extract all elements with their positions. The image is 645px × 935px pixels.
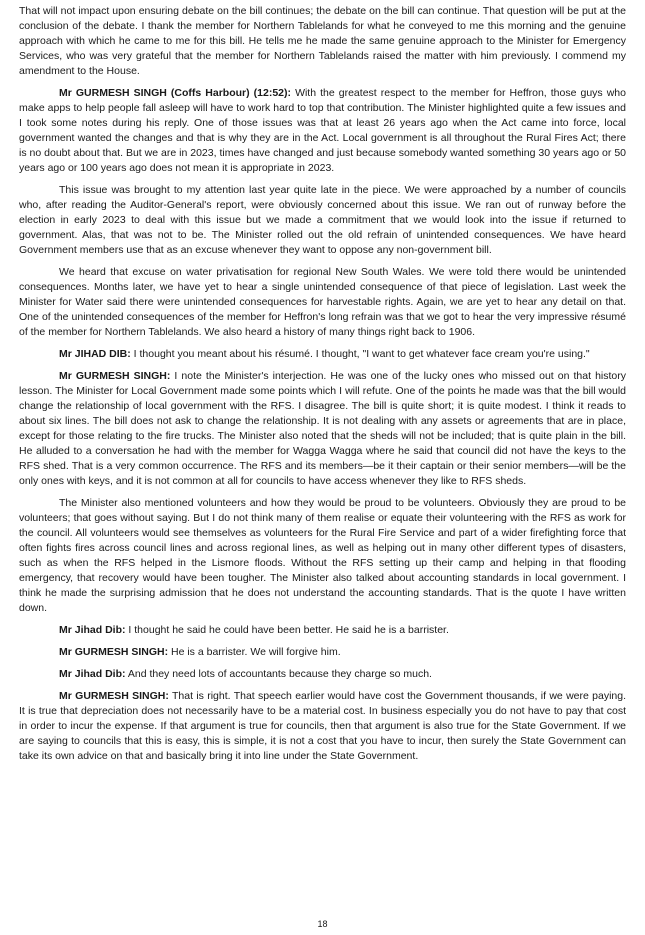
paragraph-text: I note the Minister's interjection. He was one of the lucky ones who missed out on that history lesson. The Minister for Local Government made some points which I will refute. One of the points he made was that the bill would change the relationship of local government with the RFS. I disagree. The bill is quite short; it is quite modest. I think it reads to about six lines. The bill does not ask to change the relationship. It is not dealing with any assets or agreements that are in place, except for those relating to the fire trucks. The Minister also noted that the sheds will not be included; that is quite plain in the bill. He alluded to a conversation he had with the member for Wagga Wagga where he said that council did not have the keys to the RFS shed. That is a very common occurrence. The RFS and its members—be it their captain or their senior members—will be the only ones with keys, and it is not common at all for councils to have access whenever they like to RFS sheds. [19,370,626,487]
speaker-name: Mr GURMESH SINGH: [59,646,169,658]
paragraph-1 [19,86,626,176]
paragraph-text: I thought you meant about his résumé. I thought, "I want to get whatever face cream you're using." [130,348,590,360]
paragraph-text: We heard that excuse on water privatisation for regional New South Wales. We were told there would be unintended consequences. Months later, we have yet to hear a single unintended consequence of that piece of legislation. Last week the Minister for Water said there were unintended consequences for harvestable rights. Again, we are yet to hear any detail on that. One of the unintended consequences of the member for Heffron's long refrain was that we got to hear the very impressive résumé of the member for Northern Tablelands. We also heard a history of many things right back to 1906. [19,266,626,338]
paragraph-7 [19,623,626,638]
paragraph-0 [19,4,626,79]
paragraph-8 [19,645,626,660]
paragraph-text: That will not impact upon ensuring debate on the bill continues; the debate on the bill can continue. That question will be put at the conclusion of the debate. I thank the member for Northern Tablelands for what he conveyed to me this morning and the genuine approach with which he came to me for this bill. He tells me he made the same genuine approach to the Minister for Emergency Services, who was very grateful that the member for Northern Tablelands raised the matter with him previously. I commend my amendment to the House. [19,5,626,77]
speaker-name: Mr GURMESH SINGH (Coffs Harbour) (12:52): [59,87,292,99]
paragraph-10 [19,689,626,764]
paragraph-text: With the greatest respect to the member for Heffron, those guys who make apps to help people fall asleep will have to work hard to top that contribution. The Minister highlighted quite a few issues and I took some notes during his reply. One of those issues was that at least 26 years ago when the Act came into force, local government wanted the changes and that is why they are in the Act. Local government is all throughout the Rural Fires Act; there is no doubt about that. But we are in 2023, times have changed and just because somebody wanted something 30 years ago or 50 years ago or 100 years ago does not mean it is appropriate in 2023. [19,87,626,174]
paragraph-text: And they need lots of accountants because they charge so much. [125,668,432,680]
paragraph-6 [19,496,626,616]
paragraph-text: The Minister also mentioned volunteers and how they would be proud to be volunteers. Obviously they are proud to be volunteers; that goes without saying. But I do not think many of them realise or equate their volunteering with the RFS as work for the council. All volunteers would see themselves as volunteers for the Rural Fire Service and part of a wider firefighting force that often fights fires across council lines and across regional lines, as well as helping out in many other different types of disasters, such as when the RFS helped in the Lismore floods. Without the RFS setting up their camp and helping in that flooding emergency, that recovery would have been tougher. The Minister also talked about accounting standards in local government. I think he made the surprising admission that he does not understand the accounting standards. That is the quote I have written down. [19,497,626,614]
paragraph-5 [19,369,626,489]
speaker-name: Mr GURMESH SINGH: [59,370,171,382]
speaker-name: Mr Jihad Dib: [59,668,126,680]
speaker-name: Mr Jihad Dib: [59,624,126,636]
paragraph-3 [19,265,626,340]
paragraph-text: He is a barrister. We will forgive him. [168,646,341,658]
speaker-name: Mr GURMESH SINGH: [59,690,169,702]
paragraph-2 [19,183,626,258]
paragraph-4 [19,347,626,362]
paragraph-9 [19,667,626,682]
document-page [19,4,626,771]
paragraph-text: That is right. That speech earlier would have cost the Government thousands, if we were paying. It is true that depreciation does not necessarily have to be a material cost. In business especially you do not have to pay that cost in order to incur the expense. If that argument is true for councils, then that argument is also true for the State Government. If we are saying to councils that this is easy, this is simple, it is not a cost that you have to incur, then surely the State Government can take its own advice on that and basically bring it into line under the State Government. [19,690,626,762]
paragraph-text: This issue was brought to my attention last year quite late in the piece. We were approached by a number of councils who, after reading the Auditor-General's report, were obviously concerned about this issue. We ran out of runway before the election in early 2023 to deal with this issue but we made a commitment that we would look into the issue if returned to government. Alas, that was not to be. The Minister rolled out the old refrain of unintended consequences. We have heard Government members use that as an excuse whenever they want to oppose any non-government bill. [19,184,626,256]
page-number: 18 [317,919,328,929]
paragraph-text: I thought he said he could have been better. He said he is a barrister. [125,624,449,636]
speaker-name: Mr JIHAD DIB: [59,348,131,360]
